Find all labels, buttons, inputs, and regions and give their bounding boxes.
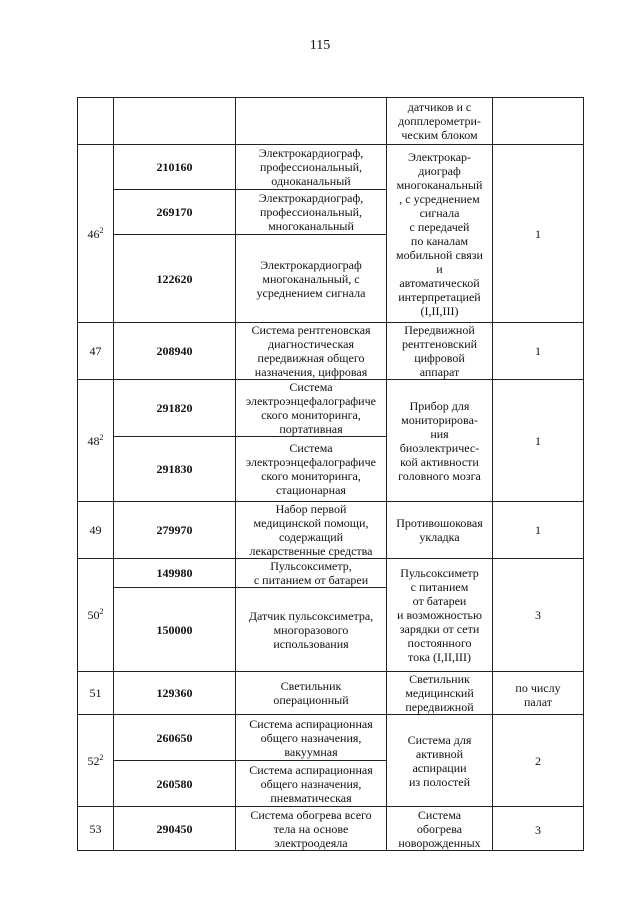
quantity-line: по числу — [515, 680, 561, 695]
item-code: 129360 — [114, 672, 236, 715]
item-name-line: вакуумная — [284, 744, 338, 759]
requirement-line: аспирации — [412, 760, 467, 775]
requirement-line: диограф — [418, 163, 461, 178]
requirement-line: ческим блоком — [401, 128, 478, 142]
requirement-line: датчиков и с — [407, 100, 472, 114]
item-name-line: Электрокардиограф — [260, 257, 362, 272]
table-row — [78, 323, 584, 380]
item-name-line: Электрокардиограф, — [258, 146, 364, 160]
quantity — [493, 145, 584, 323]
row-number — [78, 323, 114, 380]
item-name — [236, 190, 387, 235]
requirement-line: сигнала — [419, 205, 460, 220]
quantity-line: 1 — [535, 433, 541, 448]
row-number-value: 53 — [89, 821, 102, 836]
item-name-line: Светильник — [280, 679, 342, 693]
requirement-line: от батареи — [412, 594, 467, 608]
quantity-line: 2 — [535, 753, 541, 768]
requirement-line: зарядки от сети — [399, 622, 480, 636]
item-code — [114, 98, 236, 145]
quantity-line: 1 — [535, 344, 541, 358]
row-number-value: 52 — [87, 753, 100, 768]
quantity — [493, 323, 584, 380]
item-name-line: стационарная — [276, 483, 346, 497]
requirement-line: обогрева — [416, 821, 463, 836]
item-name-line: с питанием от батареи — [253, 573, 369, 587]
table-row — [78, 807, 584, 851]
item-name-line: пневматическая — [270, 790, 352, 805]
requirement-line: по каналам — [410, 233, 469, 248]
item-name-line: профессиональный, — [259, 205, 363, 219]
quantity-line: палат — [523, 694, 553, 709]
item-name-line: многоразового — [273, 622, 349, 637]
row-number-value: 48 — [87, 433, 100, 448]
row-number — [78, 559, 114, 672]
requirement-line: передвижной — [405, 700, 474, 714]
item-code: 291820 — [114, 380, 236, 437]
row-number — [78, 145, 114, 323]
item-name — [236, 145, 387, 190]
requirement — [387, 502, 493, 559]
row-number-value: 50 — [87, 608, 100, 622]
quantity — [493, 380, 584, 502]
item-name-line: ского мониторинга, — [261, 469, 361, 483]
requirement-line: ния — [430, 426, 449, 441]
item-name — [236, 502, 387, 559]
item-name-line: лекарственные средства — [249, 544, 373, 558]
requirement-line: цифровой — [414, 351, 465, 365]
item-name-line: медицинской помощи, — [253, 516, 369, 530]
table-row — [78, 672, 584, 715]
quantity — [493, 807, 584, 851]
item-name-line: Датчик пульсоксиметра, — [248, 608, 374, 623]
requirement-line: Прибор для — [409, 398, 470, 413]
requirement-line: биоэлектричес- — [399, 440, 480, 455]
requirement-line: , с усреднением — [399, 191, 480, 206]
equipment-table — [77, 97, 584, 851]
requirement — [387, 559, 493, 672]
quantity-line: 1 — [535, 523, 541, 537]
requirement-line: и возможностью — [397, 608, 482, 622]
quantity — [493, 559, 584, 672]
row-number — [78, 715, 114, 807]
item-name-line: усреднением сигнала — [256, 285, 366, 300]
item-name — [236, 323, 387, 380]
requirement-line: Электрокар- — [407, 149, 472, 164]
row-number — [78, 98, 114, 145]
requirement-line: (I,II,III) — [420, 303, 459, 318]
item-name-line: ского мониторинга, — [261, 408, 361, 422]
requirement-line: из полостей — [408, 774, 471, 789]
requirement — [387, 145, 493, 323]
requirement-line: Система — [417, 807, 462, 822]
requirement-line: Передвижной — [404, 323, 475, 337]
item-code: 291830 — [114, 437, 236, 502]
requirement-line: и — [436, 261, 443, 276]
requirement-line: кой активности — [400, 454, 479, 469]
requirement — [387, 323, 493, 380]
item-code: 122620 — [114, 235, 236, 323]
item-name — [236, 98, 387, 145]
requirement-line: многоканальный — [396, 177, 483, 192]
requirement-line: Пульсоксиметр — [400, 566, 479, 580]
item-name-line: диагностическая — [268, 337, 354, 351]
row-number-value: 47 — [89, 344, 102, 358]
item-name — [236, 588, 387, 672]
quantity — [493, 502, 584, 559]
table-row — [78, 559, 584, 588]
requirement-line: мониторирова- — [401, 412, 478, 427]
requirement — [387, 715, 493, 807]
requirement-line: Система для — [407, 732, 472, 747]
item-code: 150000 — [114, 588, 236, 672]
item-code: 260580 — [114, 761, 236, 807]
item-name-line: передвижная общего — [257, 351, 365, 365]
item-name-line: многоканальный, с — [262, 271, 360, 286]
item-name-line: портативная — [279, 422, 343, 436]
row-number-value: 51 — [89, 686, 102, 700]
item-name-line: общего назначения, — [260, 730, 362, 745]
item-name — [236, 559, 387, 588]
item-name-line: Пульсоксиметр, — [270, 559, 352, 573]
row-number — [78, 672, 114, 715]
requirement — [387, 380, 493, 502]
item-name-line: Система — [289, 441, 333, 455]
quantity — [493, 715, 584, 807]
item-name-line: Электрокардиограф, — [258, 191, 364, 205]
page-number: 115 — [309, 38, 331, 53]
item-name-line: профессиональный, — [259, 160, 363, 174]
item-name — [236, 672, 387, 715]
item-code: 208940 — [114, 323, 236, 380]
item-name — [236, 807, 387, 851]
table-row — [78, 98, 584, 145]
requirement — [387, 672, 493, 715]
item-code: 149980 — [114, 559, 236, 588]
row-number-value: 49 — [89, 523, 102, 537]
item-name-line: Система — [289, 380, 333, 394]
item-name-line: операционный — [273, 693, 349, 707]
row-number — [78, 502, 114, 559]
row-number-superscript: 2 — [99, 752, 104, 762]
requirement-line: постоянного — [407, 636, 472, 650]
item-name-line: Система аспирационная — [249, 762, 373, 777]
row-number-value: 46 — [87, 226, 100, 241]
item-name-line: содержащий — [278, 530, 344, 544]
item-name — [236, 715, 387, 761]
item-name-line: Система рентгеновская — [251, 323, 371, 337]
row-number-superscript: 2 — [99, 607, 104, 616]
item-name-line: Набор первой — [275, 502, 347, 516]
requirement-line: автоматической — [399, 275, 480, 290]
item-name — [236, 235, 387, 323]
requirement-line: медицинский — [405, 686, 474, 700]
row-number-superscript: 2 — [99, 225, 104, 235]
table-row — [78, 715, 584, 761]
item-code: 279970 — [114, 502, 236, 559]
quantity-line: 3 — [535, 823, 541, 837]
item-name — [236, 437, 387, 502]
item-name — [236, 380, 387, 437]
requirement — [387, 98, 493, 145]
item-name-line: Система аспирационная — [249, 716, 373, 731]
requirement-line: новорожденных — [398, 835, 481, 850]
requirement-line: интерпретацией — [398, 289, 481, 304]
item-name-line: общего назначения, — [260, 776, 362, 791]
requirement-line: головного мозга — [398, 468, 481, 483]
table-row — [78, 380, 584, 437]
requirement-line: тока (I,II,III) — [407, 650, 472, 664]
table-row — [78, 145, 584, 190]
requirement-line: допплерометри- — [398, 114, 481, 128]
row-number — [78, 807, 114, 851]
item-code: 290450 — [114, 807, 236, 851]
item-name-line: электроэнцефалографиче — [246, 455, 376, 469]
quantity — [493, 672, 584, 715]
requirement-line: Противошоковая — [396, 516, 483, 530]
requirement-line: аппарат — [419, 365, 460, 379]
item-code: 260650 — [114, 715, 236, 761]
item-name-line: электроэнцефалографиче — [246, 394, 376, 408]
item-name-line: электроодеяла — [274, 835, 348, 850]
requirement-line: укладка — [419, 530, 460, 544]
row-number — [78, 380, 114, 502]
requirement-line: активной — [415, 746, 464, 761]
item-name-line: многоканальный — [268, 219, 354, 233]
table-row — [78, 502, 584, 559]
quantity-line: 1 — [535, 226, 541, 241]
item-code: 269170 — [114, 190, 236, 235]
requirement-line: Светильник — [409, 672, 470, 686]
requirement-line: с питанием — [410, 580, 469, 594]
requirement-line: мобильной связи — [396, 247, 483, 262]
item-name-line: тела на основе — [273, 821, 349, 836]
item-name-line: назначения, цифровая — [254, 365, 368, 379]
item-name — [236, 761, 387, 807]
item-name-line: одноканальный — [271, 174, 351, 188]
requirement-line: с передачей — [409, 219, 470, 234]
quantity — [493, 98, 584, 145]
item-code: 210160 — [114, 145, 236, 190]
requirement-line: рентгеновский — [401, 337, 478, 351]
item-name-line: использования — [273, 636, 349, 651]
requirement — [387, 807, 493, 851]
item-name-line: Система обогрева всего — [250, 807, 372, 822]
row-number-superscript: 2 — [99, 432, 104, 442]
quantity-line: 3 — [535, 608, 541, 622]
